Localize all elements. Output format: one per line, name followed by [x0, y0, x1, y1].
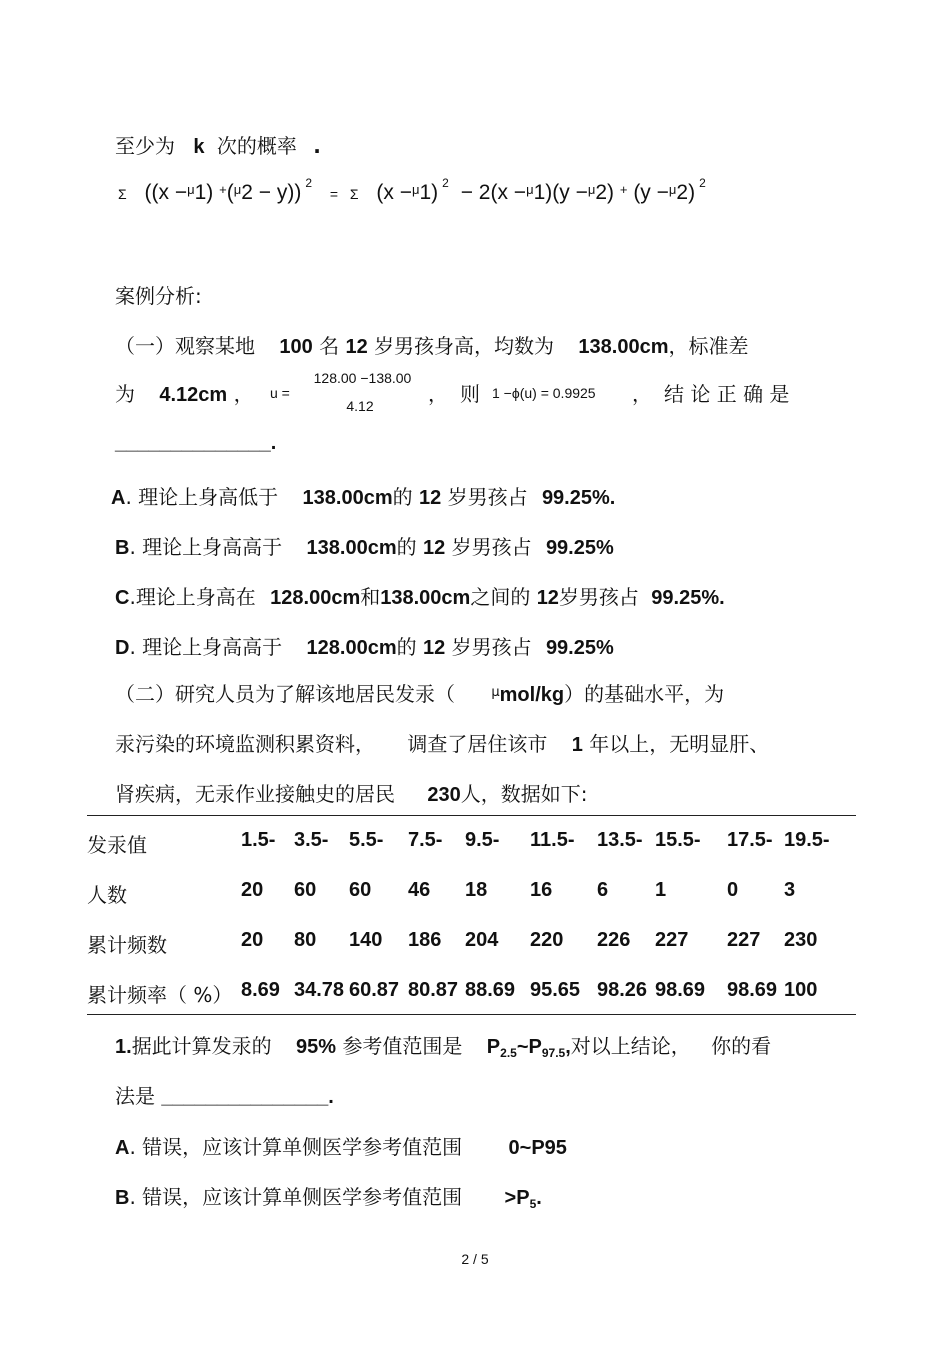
option-val-a: >P — [504, 1187, 530, 1209]
equals-sign: = — [329, 186, 339, 202]
plus-sign: + — [619, 182, 628, 197]
option2-b — [115, 1181, 542, 1211]
table-cell: 98.26 — [597, 979, 648, 1001]
option-text: 岁男孩占 — [451, 635, 532, 659]
mu-symbol: μ — [587, 182, 596, 197]
phi-expression — [492, 385, 596, 401]
q3-blank: _______________. — [161, 1086, 334, 1108]
q3-p1: P — [486, 1036, 501, 1058]
row-label: 累计频数 — [87, 933, 167, 957]
option-sep: . — [129, 635, 136, 659]
formula-lhs-c: ( — [226, 181, 234, 204]
table-cell: 1 — [655, 879, 667, 901]
option-text: 的 — [392, 485, 413, 509]
sigma-1: Σ — [118, 186, 127, 202]
option-val — [505, 1187, 542, 1209]
table-cell: 186 — [408, 929, 442, 951]
formula-rhs-a: (x − — [376, 181, 412, 204]
option-sep: . — [129, 535, 136, 559]
table-cell: 18 — [465, 879, 488, 901]
option-num: 12 — [536, 587, 559, 609]
option-num: 99.25%. — [541, 487, 616, 509]
table-cell: 7.5- — [408, 829, 443, 851]
q1-num: 138.00cm — [578, 336, 669, 358]
table-cell: 0 — [727, 879, 739, 901]
q1-comma2: ， — [632, 382, 652, 406]
option-text: 之间的 — [470, 585, 531, 609]
case-title: 案例分析: — [115, 284, 202, 308]
q1-text: ，标准差 — [668, 334, 749, 358]
option2-a — [115, 1131, 567, 1160]
table-cell: 80 — [294, 929, 317, 951]
q3-sub1: 2.5 — [500, 1046, 517, 1060]
intro-pre: 至少为 — [115, 134, 175, 158]
table-cell: 11.5- — [530, 829, 575, 851]
table-cell: 204 — [465, 929, 499, 951]
q1-text: 名 — [319, 334, 340, 358]
formula-rhs-e: 2) — [595, 181, 615, 204]
plus-sign: + — [219, 182, 227, 197]
table-cell: 95.65 — [530, 979, 581, 1001]
formula-lhs-a: ((x − — [144, 181, 188, 204]
table-top-rule — [87, 815, 856, 816]
option-text: 岁男孩占 — [451, 535, 532, 559]
q1-then: 则 — [460, 382, 480, 406]
table-cell: 8.69 — [241, 979, 280, 1001]
mu-symbol: μ — [668, 182, 677, 197]
option-a — [111, 481, 615, 510]
option-letter: B — [115, 537, 130, 559]
table-cell: 1.5- — [241, 829, 276, 851]
option-text: 岁男孩占 — [558, 585, 639, 609]
formula-rhs-c: − 2(x − — [460, 181, 527, 204]
table-cell: 227 — [727, 929, 761, 951]
option-val: 0~P95 — [508, 1137, 567, 1159]
sigma-2: Σ — [349, 186, 359, 202]
q2-line3 — [115, 778, 587, 807]
q2-num: 230 — [427, 784, 461, 806]
phi-expr-b: (u) = 0.9925 — [519, 385, 596, 401]
phi-symbol: ϕ — [511, 385, 520, 401]
q1-conclusion: 结 论 正 确 是 — [664, 382, 790, 406]
option-text: 理论上身高在 — [135, 585, 256, 609]
option-text: 理论上身高高于 — [142, 535, 283, 559]
table-cell: 16 — [530, 879, 553, 901]
option-letter: B — [115, 1187, 130, 1209]
option-text: 岁男孩占 — [447, 485, 528, 509]
intro-dot: . — [313, 134, 321, 158]
q3-comma: , — [565, 1036, 571, 1058]
option-num: 12 — [418, 487, 442, 509]
square-exp: 2 — [305, 176, 313, 190]
option-val-b: . — [536, 1187, 542, 1209]
formula-rhs-g: 2) — [676, 181, 696, 204]
intro-k: k — [193, 136, 205, 158]
row-label: 人数 — [87, 883, 127, 907]
option-num: 99.25%. — [651, 587, 725, 609]
formula-rhs-f: (y − — [633, 181, 669, 204]
q1-text: （一）观察某地 — [115, 334, 255, 358]
q2-num: 1 — [571, 734, 583, 756]
mu-symbol: μ — [233, 182, 242, 197]
formula-rhs-b: 1) — [419, 181, 439, 204]
table-cell: 13.5- — [597, 829, 643, 851]
formula-lhs-b: 1) — [194, 181, 214, 204]
option-letter: C — [115, 587, 130, 609]
table-cell: 15.5- — [655, 829, 701, 851]
q3-pct: 95% — [296, 1036, 337, 1058]
page-number: 2 / 5 — [461, 1251, 489, 1267]
table-cell: 60 — [349, 879, 372, 901]
q2-text: 人，数据如下: — [460, 782, 588, 806]
option-sep: . — [129, 585, 136, 609]
option-num: 99.25% — [545, 637, 614, 659]
table-cell: 60.87 — [349, 979, 400, 1001]
q3-range — [487, 1036, 571, 1058]
option-num: 99.25% — [545, 537, 614, 559]
option-num: 138.00cm — [302, 487, 393, 509]
option-text: 的 — [396, 535, 417, 559]
table-cell: 227 — [655, 929, 689, 951]
table-cell: 20 — [241, 929, 264, 951]
q1-line1 — [115, 330, 749, 359]
table-cell: 17.5- — [727, 829, 773, 851]
q3-text: 对以上结论， — [570, 1034, 691, 1058]
table-cell: 5.5- — [349, 829, 384, 851]
q1-blank: ______________. — [115, 432, 277, 454]
q2-line1 — [115, 678, 724, 707]
table-bottom-rule — [87, 1014, 856, 1015]
table-cell: 98.69 — [727, 979, 778, 1001]
option-text: 的 — [396, 635, 417, 659]
option-text: 和 — [360, 585, 381, 609]
q3-line2 — [115, 1080, 334, 1109]
table-cell: 6 — [597, 879, 609, 901]
u-equals: u = — [270, 385, 290, 401]
table-cell: 140 — [349, 929, 383, 951]
q1-num: 12 — [345, 336, 368, 358]
option-val-sub: 5 — [529, 1197, 537, 1211]
fraction-numerator: 128.00 −138.00 — [313, 370, 412, 386]
intro-line — [115, 130, 321, 159]
option-text: 错误，应该计算单侧医学参考值范围 — [142, 1135, 463, 1159]
q3-text: 你的看 — [711, 1034, 772, 1058]
option-text: 理论上身高高于 — [142, 635, 283, 659]
option-num: 128.00cm — [270, 587, 361, 609]
q2-text: 年以上，无明显肝、 — [589, 732, 770, 756]
option-num: 12 — [422, 637, 446, 659]
phi-expr-a: 1 − — [492, 385, 512, 401]
option-sep: . — [125, 485, 132, 509]
q2-text: （二）研究人员为了解该地居民发汞（ — [115, 682, 455, 706]
option-letter: A — [111, 487, 126, 509]
q2-text: 汞污染的环境监测积累资料， — [115, 732, 375, 756]
q2-line2 — [115, 728, 769, 757]
q1-text: ， — [233, 382, 254, 406]
option-b — [115, 531, 614, 560]
q3-text: 法是 — [115, 1084, 155, 1108]
q1-num: 100 — [279, 336, 313, 358]
mu-symbol: μ — [187, 182, 195, 197]
option-num: 12 — [422, 537, 446, 559]
q3-line1 — [115, 1030, 771, 1060]
table-cell: 88.69 — [465, 979, 516, 1001]
option-d — [115, 631, 614, 660]
option-sep: . — [129, 1135, 136, 1159]
option-letter: D — [115, 637, 130, 659]
q1-text: 岁男孩身高，均数为 — [374, 334, 555, 358]
option-num: 128.00cm — [306, 637, 397, 659]
q3-tilde: ~P — [516, 1036, 542, 1058]
q3-num: 1. — [115, 1036, 132, 1058]
square-exp: 2 — [699, 176, 706, 190]
row-label: 发汞值 — [87, 833, 147, 857]
q2-unit: mol/kg — [499, 684, 565, 706]
table-cell: 20 — [241, 879, 264, 901]
q1-line2 — [115, 378, 254, 407]
table-cell: 230 — [784, 929, 818, 951]
table-cell: 60 — [294, 879, 317, 901]
table-cell: 226 — [597, 929, 631, 951]
table-cell: 9.5- — [465, 829, 500, 851]
option-c — [115, 581, 725, 610]
q3-text: 参考值范围是 — [342, 1034, 463, 1058]
table-cell: 34.78 — [294, 979, 345, 1001]
option-num: 138.00cm — [306, 537, 397, 559]
q1-text: 为 — [115, 382, 135, 406]
table-cell: 3 — [784, 879, 796, 901]
formula-lhs-d: 2 − y)) — [241, 181, 302, 204]
option-num: 138.00cm — [380, 587, 471, 609]
mu-symbol: μ — [526, 182, 534, 197]
q2-text: 肾疾病，无汞作业接触史的居民 — [115, 782, 395, 806]
square-exp: 2 — [442, 176, 449, 190]
q1-comma: ， — [428, 382, 448, 406]
option-text: 理论上身高低于 — [138, 485, 279, 509]
option-text: 错误，应该计算单侧医学参考值范围 — [142, 1185, 463, 1209]
table-cell: 3.5- — [294, 829, 329, 851]
row-label: 累计频率（ %） — [87, 983, 233, 1007]
q3-sub2: 97.5 — [541, 1046, 566, 1060]
option-sep: . — [129, 1185, 136, 1209]
option-letter: A — [115, 1137, 130, 1159]
q1-num: 4.12cm — [159, 384, 228, 406]
mu-symbol: μ — [491, 685, 500, 700]
table-cell: 100 — [784, 979, 818, 1001]
table-cell: 98.69 — [655, 979, 706, 1001]
q2-text: ）的基础水平，为 — [564, 682, 725, 706]
q2-text: 调查了居住该市 — [407, 732, 548, 756]
table-cell: 46 — [408, 879, 431, 901]
mu-symbol: μ — [411, 182, 420, 197]
formula-line — [118, 176, 706, 205]
formula-rhs-d: 1)(y − — [533, 181, 588, 204]
table-cell: 19.5- — [784, 829, 830, 851]
q3-text: 据此计算发汞的 — [131, 1034, 272, 1058]
table-cell: 220 — [530, 929, 564, 951]
intro-post: 次的概率 — [216, 134, 297, 158]
fraction-denominator: 4.12 — [346, 398, 374, 414]
table-cell: 80.87 — [408, 979, 459, 1001]
